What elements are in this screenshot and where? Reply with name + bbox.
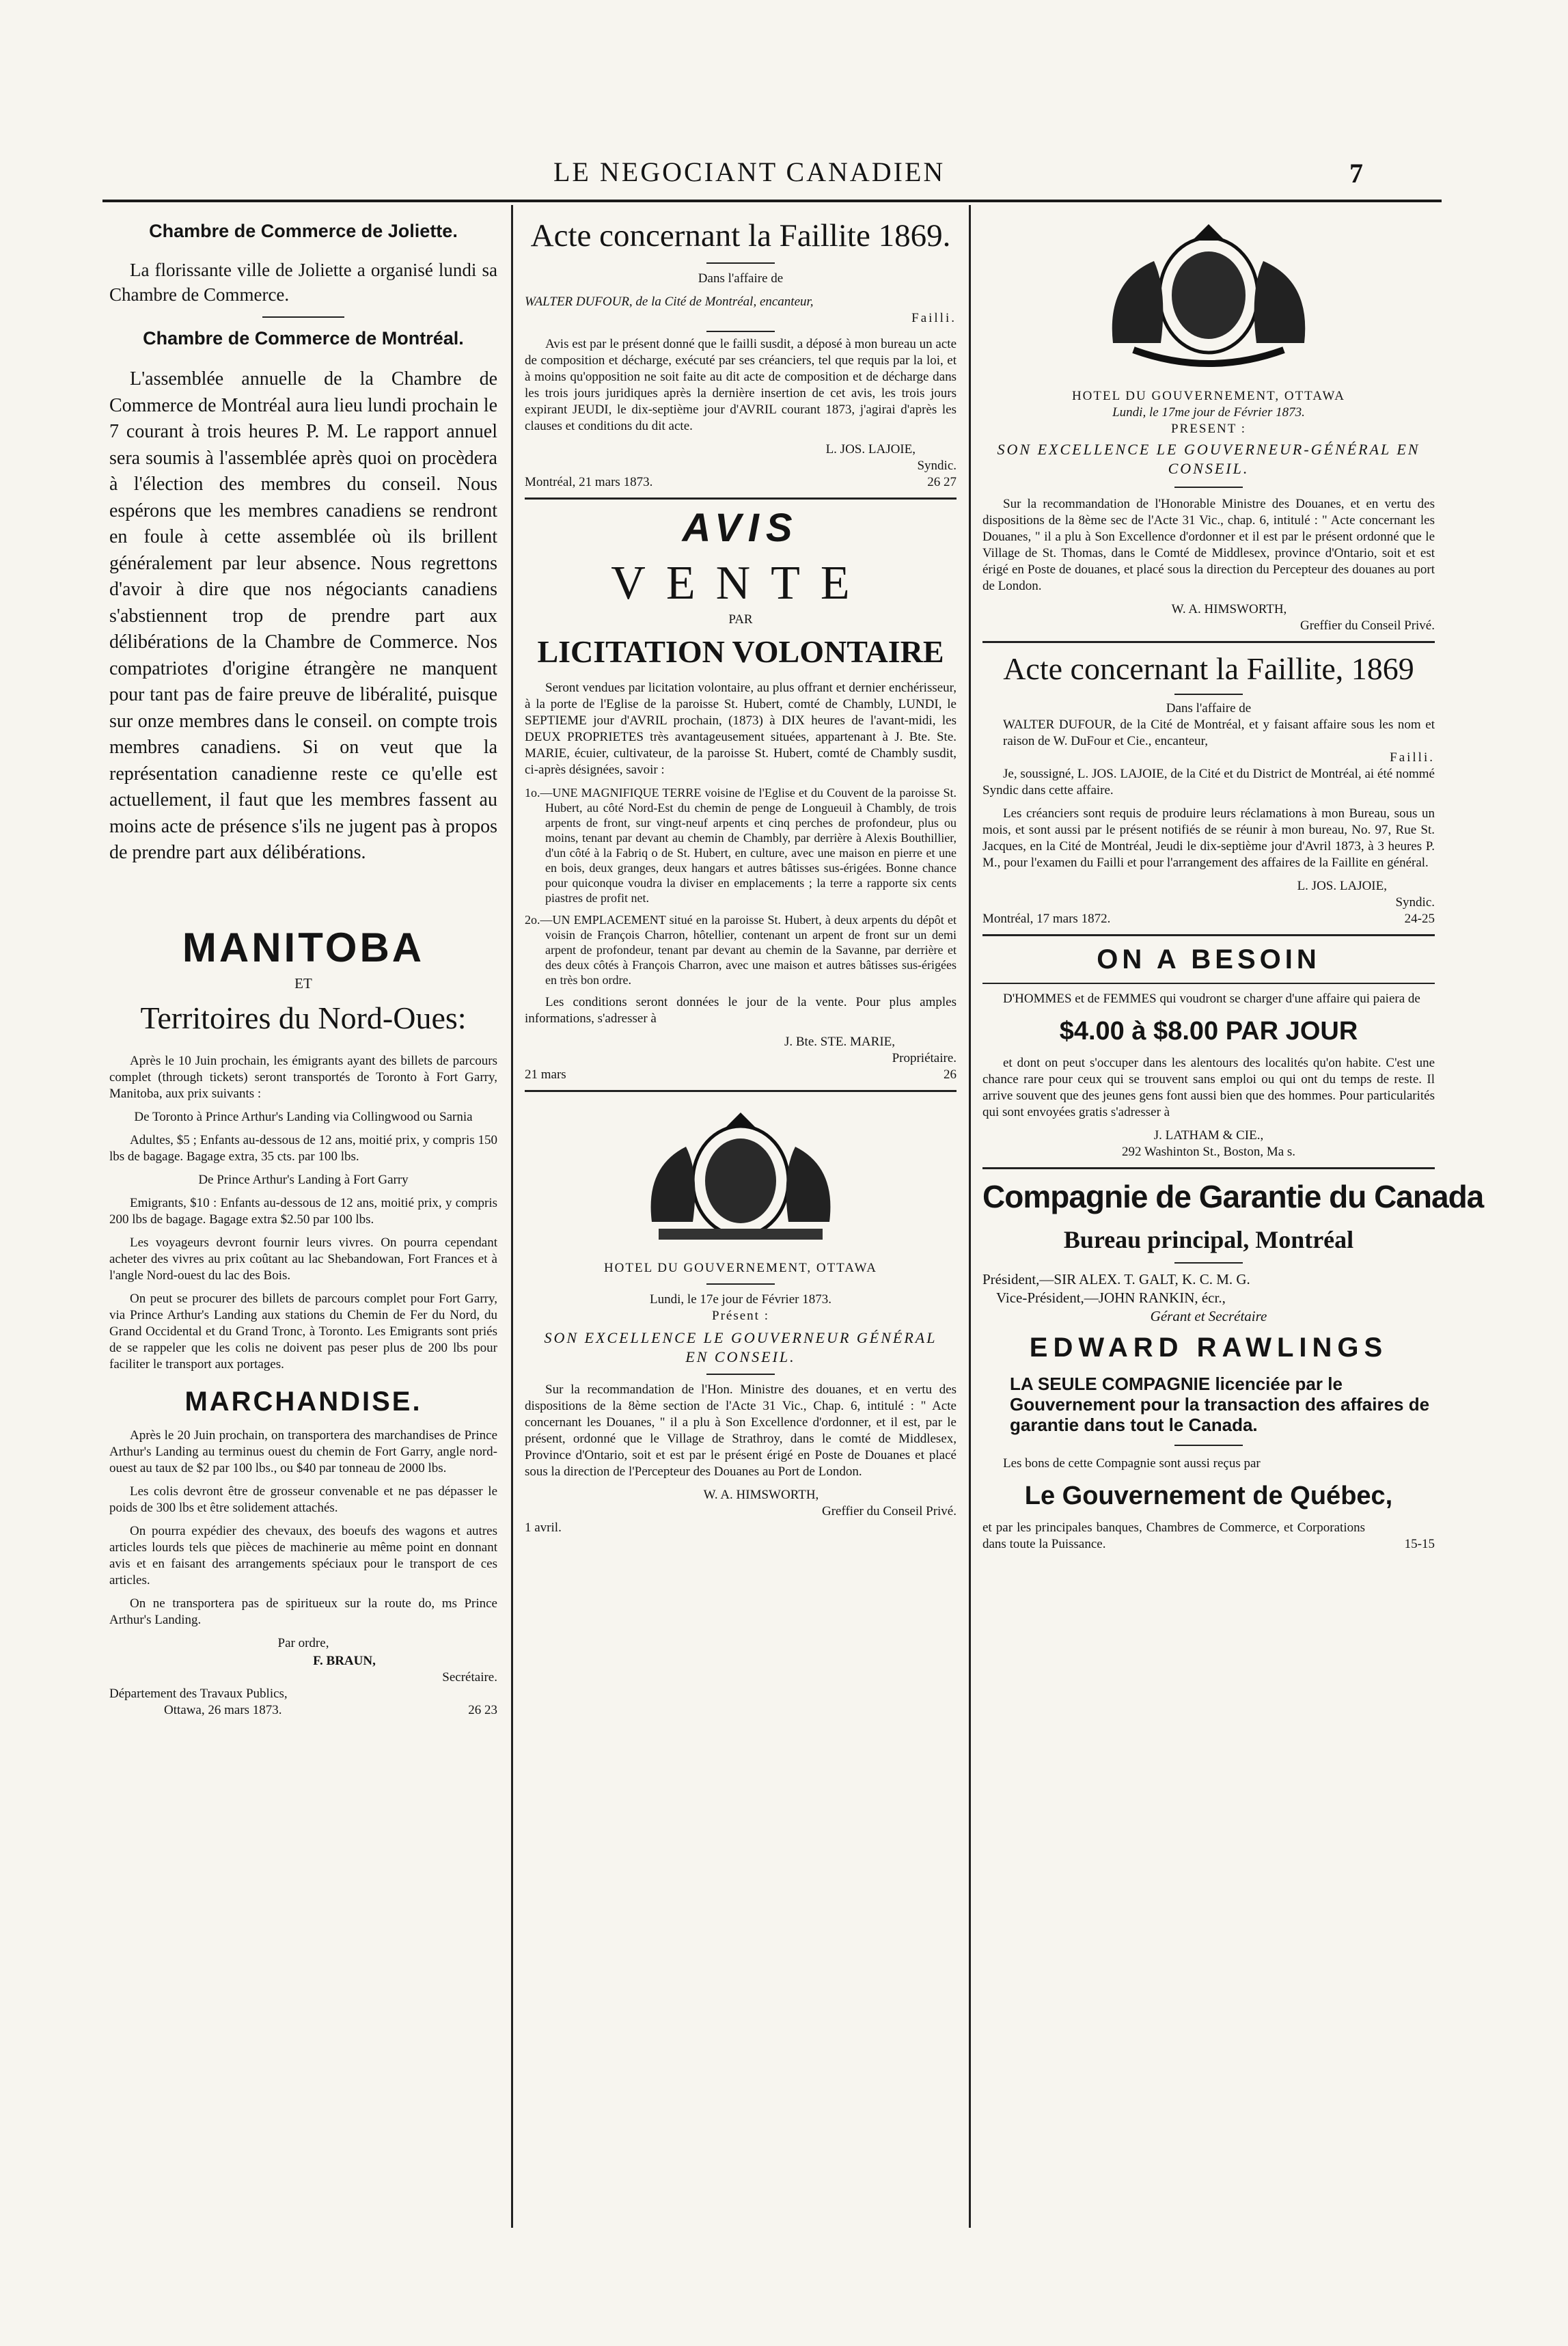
bureau-principal: Bureau principal, Montréal [1063, 1226, 1354, 1253]
montreal-heading: Chambre de Commerce de Montréal. [143, 328, 464, 349]
marchandise-para-4: On ne transportera pas de spiritueux sur la route do, ms Prince Arthur's Landing. [109, 1596, 497, 1627]
marchandise-para-1: Après le 20 Juin prochain, on transportera des marchandises de Prince Arthur's Landing au terminus ouest du chemin de Fort Garry, angle nord-ouest au taux de $2 par 100 lbs., ou $40 par tonneau de 2000 lbs. [109, 1428, 497, 1475]
faillite-place: Montréal, 21 mars 1873. [525, 475, 653, 489]
manitoba-route-2: De Prince Arthur's Landing à Fort Garry [198, 1172, 409, 1187]
vente-place: 21 mars [525, 1067, 566, 1082]
department-place: Ottawa, 26 mars 1873. [164, 1702, 282, 1717]
separator [1174, 694, 1243, 695]
territoires-heading: Territoires du Nord-Oues: [140, 1000, 467, 1035]
manitoba-para-3: Emigrants, $10 : Enfants au-dessous de 12 ans, moitié prix, y compris 200 lbs de bagage. Bagage extra $2.50 par 100 lbs. [109, 1195, 497, 1227]
hotel-heading: HOTEL DU GOUVERNEMENT, OTTAWA [1071, 389, 1346, 403]
column-divider-right [969, 205, 971, 2228]
besoin-para-1: D'HOMMES et de FEMMES qui voudront se charger d'une affaire qui paiera de [1003, 992, 1420, 1006]
department-place-line [109, 1702, 497, 1719]
banques-number: 15-15 [1404, 1537, 1435, 1551]
department-number: 26 23 [468, 1702, 497, 1717]
section-rule [525, 497, 957, 500]
vente-signature: J. Bte. STE. MARIE, [784, 1035, 895, 1049]
manitoba-section [109, 1053, 497, 1373]
separator [1174, 1445, 1243, 1446]
faillite-signature: L. JOS. LAJOIE, [825, 442, 916, 456]
compagnie-president: Président,—SIR ALEX. T. GALT, K. C. M. G. [982, 1271, 1250, 1287]
manitoba-para-5: On peut se procurer des billets de parcours complet pour Fort Garry, via Prince Arthur's Landing aux stations du Chemin de Fer du Nord, du Grand Occidental et du Grand Tronc, à Toronto. Les Emigrants sont priés de se rappeler que les colis ne doivent pas peser plus de 200 lbs pour faciliter le transport aux portages. [109, 1291, 497, 1372]
faillite-para-1: Je, soussigné, L. JOS. LAJOIE, de la Cité et du District de Montréal, ai été nommé Syndic dans cette affaire. [982, 767, 1435, 797]
vente-item-1: 1o.—UNE MAGNIFIQUE TERRE voisine de l'Eglise et du Couvent de la paroisse St. Hubert, au côté Nord-Est du chemin de penge de Longueuil à Chambly, de trois arpents de front, sur vingt-neuf arpents et cinq perches de profondeur, plus ou moins, tenant par devant au chemin de Chambly, par derrière à Alexis Bouthillier, d'un côté à la Fabriq o de St. Hubert, en culture, avec une maison en pierre et une en bois, deux granges, deux hangars et autres bâtisses sus-érigées. Bonne chance pour quiconque voudra la diviser en emplacements ; la terre a rapporte six cents piastres de profit net. [525, 786, 957, 905]
faillite-syndic: Syndic. [917, 459, 957, 473]
vente-par: PAR [728, 612, 753, 627]
joliette-text: La florissante ville de Joliette a organisé lundi sa Chambre de Commerce. [109, 260, 497, 305]
hotel-present: PRESENT : [1170, 422, 1247, 436]
section-rule [525, 1090, 957, 1092]
separator [1174, 1262, 1243, 1264]
vente-number: 26 [944, 1067, 957, 1082]
signature-role: Secrétaire. [442, 1669, 497, 1685]
hotel-text: Sur la recommandation de l'Honorable Ministre des Douanes, et en vertu des dispositions de la 8ème sec de l'Acte 31 Vic., chap. 6, intitulé : " Acte concernant les Douanes, " il a plu à Son Excellence d'ordonner et il est par le présent ordonné que le Village de St. Thomas, dans le Comté de Middlesex, province d'Ontario, soit et est érigé en Poste de douanes, et placé sous la direction du Percepteur des douanes au port de London. [982, 497, 1435, 593]
hotel-date-footer: 1 avril. [525, 1520, 562, 1535]
faillite-number: 24-25 [1404, 912, 1435, 926]
faillite-failli: Failli. [911, 311, 957, 325]
faillite-syndic: Syndic. [1395, 895, 1435, 910]
compagnie-heading: Compagnie de Garantie du Canada [982, 1179, 1484, 1214]
besoin-para-2: et dont on peut s'occuper dans les alentours des localités qu'on habite. C'est une chance rare pour ceux qui se trouvent sans emploi ou qui ont du temps de reste. Il arrive souvent que des jeunes gens font aussi bien que des hommes. Pour particularités qui sont envoyées gratis s'adresser à [982, 1056, 1435, 1119]
manitoba-para-2: Adultes, $5 ; Enfants au-dessous de 12 ans, moitié prix, y compris 150 lbs de bagage. Bagage extra, 35 cts. par 100 lbs. [109, 1132, 497, 1164]
column-2 [525, 216, 957, 1536]
faillite-intro: Dans l'affaire de [698, 271, 784, 286]
vente-place-line [525, 1067, 957, 1083]
separator [706, 262, 775, 264]
manitoba-et: ET [294, 974, 312, 992]
joliette-heading: Chambre de Commerce de Joliette. [149, 221, 458, 241]
faillite-signature: L. JOS. LAJOIE, [1297, 879, 1387, 893]
faillite-para-2: Les créanciers sont requis de produire leurs réclamations à mon Bureau, sous un mois, et sont aussi par le présent notifiés de se réunir à mon bureau, No. 97, Rue St. Jacques, en la Cité de Montréal, Jeudi le dix-septième jour d'Avril 1873, à 3 heures P. M., pour l'examen du Failli et pour l'arrangement des affaires de la Faillite en général. [982, 806, 1435, 870]
faillite-place: Montréal, 17 mars 1872. [982, 912, 1111, 926]
avis-heading: AVIS [682, 506, 799, 550]
marchandise-para-2: Les colis devront être de grosseur convenable et ne pas dépasser le poids de 300 lbs et être solidement attachés. [109, 1484, 497, 1515]
hotel-excellence: SON EXCELLENCE LE GOUVERNEUR GÉNÉRAL EN CONSEIL. [544, 1329, 937, 1365]
hotel-date: Lundi, le 17me jour de Février 1873. [1112, 405, 1305, 420]
banques-line [982, 1520, 1435, 1553]
marchandise-para-3: On pourra expédier des chevaux, des boeufs des wagons et autres articles lourds tels que pièces de machinerie au même point en donnant avis et en faisant des arrangements spéciaux pour le transport de ces articles. [109, 1523, 497, 1587]
section-rule [982, 1167, 1435, 1169]
compagnie-rawlings: EDWARD RAWLINGS [1029, 1333, 1388, 1363]
hotel-greffier: Greffier du Conseil Privé. [822, 1504, 957, 1518]
header-rule [102, 200, 1442, 202]
besoin-address: 292 Washinton St., Boston, Ma s. [1121, 1145, 1296, 1159]
hotel-text: Sur la recommandation de l'Hon. Ministre des douanes, et en vertu des dispositions de la 8ème section de l'Acte 31 Vic., Chap. 6, intitulé : " Acte concernant les Douanes, " il a plu à Son Excellence d'ordonner, et il est, par le présent, ordonné que le Village de Strathroy, dans le comté de Middlesex, Province d'Ontario, soit et est par le présent érigé en Poste de Douanes et placé sous la direction de l'Percepteur des Douanes au Port de London. [525, 1382, 957, 1479]
column-divider-left [511, 205, 513, 2228]
vente-para: Seront vendues par licitation volontaire, au plus offrant et dernier enchérisseur, à la porte de l'Eglise de la paroisse St. Hubert, comté de Chambly, LUNDI, le SEPTIEME jour d'AVRIL prochain, (1873) à DIX heures de l'avant-midi, les DEUX PROPRIETES très avantageusement situées, appartenant à J. Bte. Ste. MARIE, écuier, cultivateur, de la paroisse St. Hubert, comté de Chambly susdit, ci-après désignées, savoir : [525, 681, 957, 777]
separator [706, 1283, 775, 1285]
manitoba-para-1: Après le 10 Juin prochain, les émigrants ayant des billets de parcours complet (through tickets) seront transportés de Toronto à Fort Garry, Manitoba, aux prix suivants : [109, 1053, 497, 1101]
besoin-signature: J. LATHAM & CIE., [1153, 1128, 1264, 1143]
royal-crest-icon [1072, 213, 1345, 377]
department-line [109, 1686, 497, 1702]
faillite-failli: Failli. [1390, 750, 1435, 765]
compagnie-gerant: Gérant et Secrétaire [1150, 1308, 1267, 1324]
column-3 [982, 213, 1484, 1553]
page-number: 7 [1349, 158, 1363, 189]
separator [1174, 487, 1243, 488]
besoin-heading: ON A BESOIN [1097, 944, 1321, 974]
faillite-place-line [525, 474, 957, 491]
page-header [0, 152, 1568, 193]
manitoba-heading: MANITOBA [182, 924, 425, 970]
faillite-heading: Acte concernant la Faillite 1869. [530, 218, 951, 254]
section-rule [982, 934, 1435, 936]
faillite-party: WALTER DUFOUR, de la Cité de Montréal, et y faisant affaire sous les nom et raison de W. DuFour et Cie., encanteur, [1003, 718, 1435, 748]
faillite-heading: Acte concernant la Faillite, 1869 [1003, 651, 1414, 686]
faillite-number: 26 27 [927, 475, 957, 489]
newspaper-title: LE NEGOCIANT CANADIEN [553, 156, 946, 187]
banques-text: et par les principales banques, Chambres de Commerce, et Corporations dans toute la Puissance. [982, 1520, 1365, 1551]
manitoba-para-4: Les voyageurs devront fournir leurs vivres. On pourra cependant acheter des vivres au prix coûtant au lac Shebandowan, Fort Frances et à l'angle Nord-ouest du lac des Bois. [109, 1235, 497, 1283]
hotel-date: Lundi, le 17e jour de Février 1873. [650, 1292, 831, 1307]
faillite-party: WALTER DUFOUR, de la Cité de Montréal, encanteur, [525, 295, 814, 309]
compagnie-vice-president: Vice-Président,—JOHN RANKIN, écr., [996, 1290, 1226, 1306]
montreal-text: L'assemblée annuelle de la Chambre de Commerce de Montréal aura lieu lundi prochain le 7 courant à trois heures P. M. Le rapport annuel sera soumis à l'assemblée après quoi on procèdera à l'élection des membres du conseil. Nous espérons que les membres canadiens se rendront en foule à cette assemblée où ils brillent généralement par leur absence. Nous regrettons d'avoir à dire que nos négociants canadiens s'abstiennent trop de prendre part aux délibérations de la Chambre de Commerce. Nos compatriotes d'origine étrangère ne manquent pour tant pas de faire preuve de libéralité, puisque sur onze membres dans le conseil. on compte trois membres canadiens. Si on veut que la représentation canadienne reste ce qu'elle est actuellement, il faut que les membres fassent au moins acte de présence s'ils ne jugent pas à propos de prendre part aux délibérations. [109, 368, 497, 863]
faillite-place-line [982, 911, 1435, 927]
column-1 [109, 220, 497, 1719]
faillite-text: Avis est par le présent donné que le failli susdit, a déposé à mon bureau un acte de composition et décharge, exécuté par ses créanciers, tel que requis par la loi, et à moins qu'opposition ne soit faite au dit acte de composition et de décharge dans les trois jours juridiques après la dernière insertion de cet avis, les trois jours expirant JEUDI, le dix-septième jour d'AVRIL courant 1873, j'agirai d'après les clauses et conditions du dit acte. [525, 337, 957, 433]
licitation-heading: LICITATION VOLONTAIRE [537, 634, 944, 669]
hotel-heading: HOTEL DU GOUVERNEMENT, OTTAWA [603, 1261, 878, 1275]
besoin-pay: $4.00 à $8.00 PAR JOUR [1059, 1017, 1358, 1046]
department-name: Département des Travaux Publics, [109, 1686, 288, 1701]
hotel-signature: W. A. HIMSWORTH, [1171, 602, 1287, 616]
vente-conditions: Les conditions seront données le jour de la vente. Pour plus amples informations, s'adresser à [525, 995, 957, 1026]
separator [262, 316, 344, 318]
section-rule [982, 641, 1435, 643]
vente-item-2: 2o.—UN EMPLACEMENT situé en la paroisse St. Hubert, à deux arpents du dépôt et voisin de François Charron, hôtellier, contenant un arpent de front sur un demi arpent de profondeur, tenant par devant au chemin de la Savanne, par derrière et des deux côtés à François Charron, avec une maison et autres bâtisses sus-érigées en très bon ordre. [525, 913, 957, 987]
separator [706, 331, 775, 332]
gouvernement-quebec: Le Gouvernement de Québec, [1024, 1482, 1393, 1510]
faillite-intro: Dans l'affaire de [1166, 701, 1252, 715]
par-ordre: Par ordre, [277, 1635, 329, 1650]
vente-heading: VENTE [611, 557, 870, 610]
royal-crest-icon [611, 1099, 870, 1249]
compagnie-seule: LA SEULE COMPAGNIE licenciée par le Gouvernement pour la transaction des affaires de garantie dans tout le Canada. [1010, 1374, 1430, 1435]
hotel-greffier: Greffier du Conseil Privé. [1300, 618, 1435, 633]
signature-name: F. BRAUN, [313, 1653, 376, 1668]
vente-proprietaire: Propriétaire. [892, 1051, 957, 1065]
marchandise-heading: MARCHANDISE. [184, 1386, 422, 1417]
section-rule [982, 983, 1435, 984]
compagnie-bons: Les bons de cette Compagnie sont aussi reçus par [1003, 1456, 1261, 1471]
hotel-signature: W. A. HIMSWORTH, [703, 1488, 819, 1502]
marchandise-section [109, 1428, 497, 1719]
separator [706, 1374, 775, 1375]
hotel-excellence: SON EXCELLENCE LE GOUVERNEUR-GÉNÉRAL EN CONSEIL. [997, 441, 1420, 477]
hotel-present: Présent : [712, 1309, 769, 1323]
manitoba-route-1: De Toronto à Prince Arthur's Landing via Collingwood ou Sarnia [134, 1109, 473, 1124]
